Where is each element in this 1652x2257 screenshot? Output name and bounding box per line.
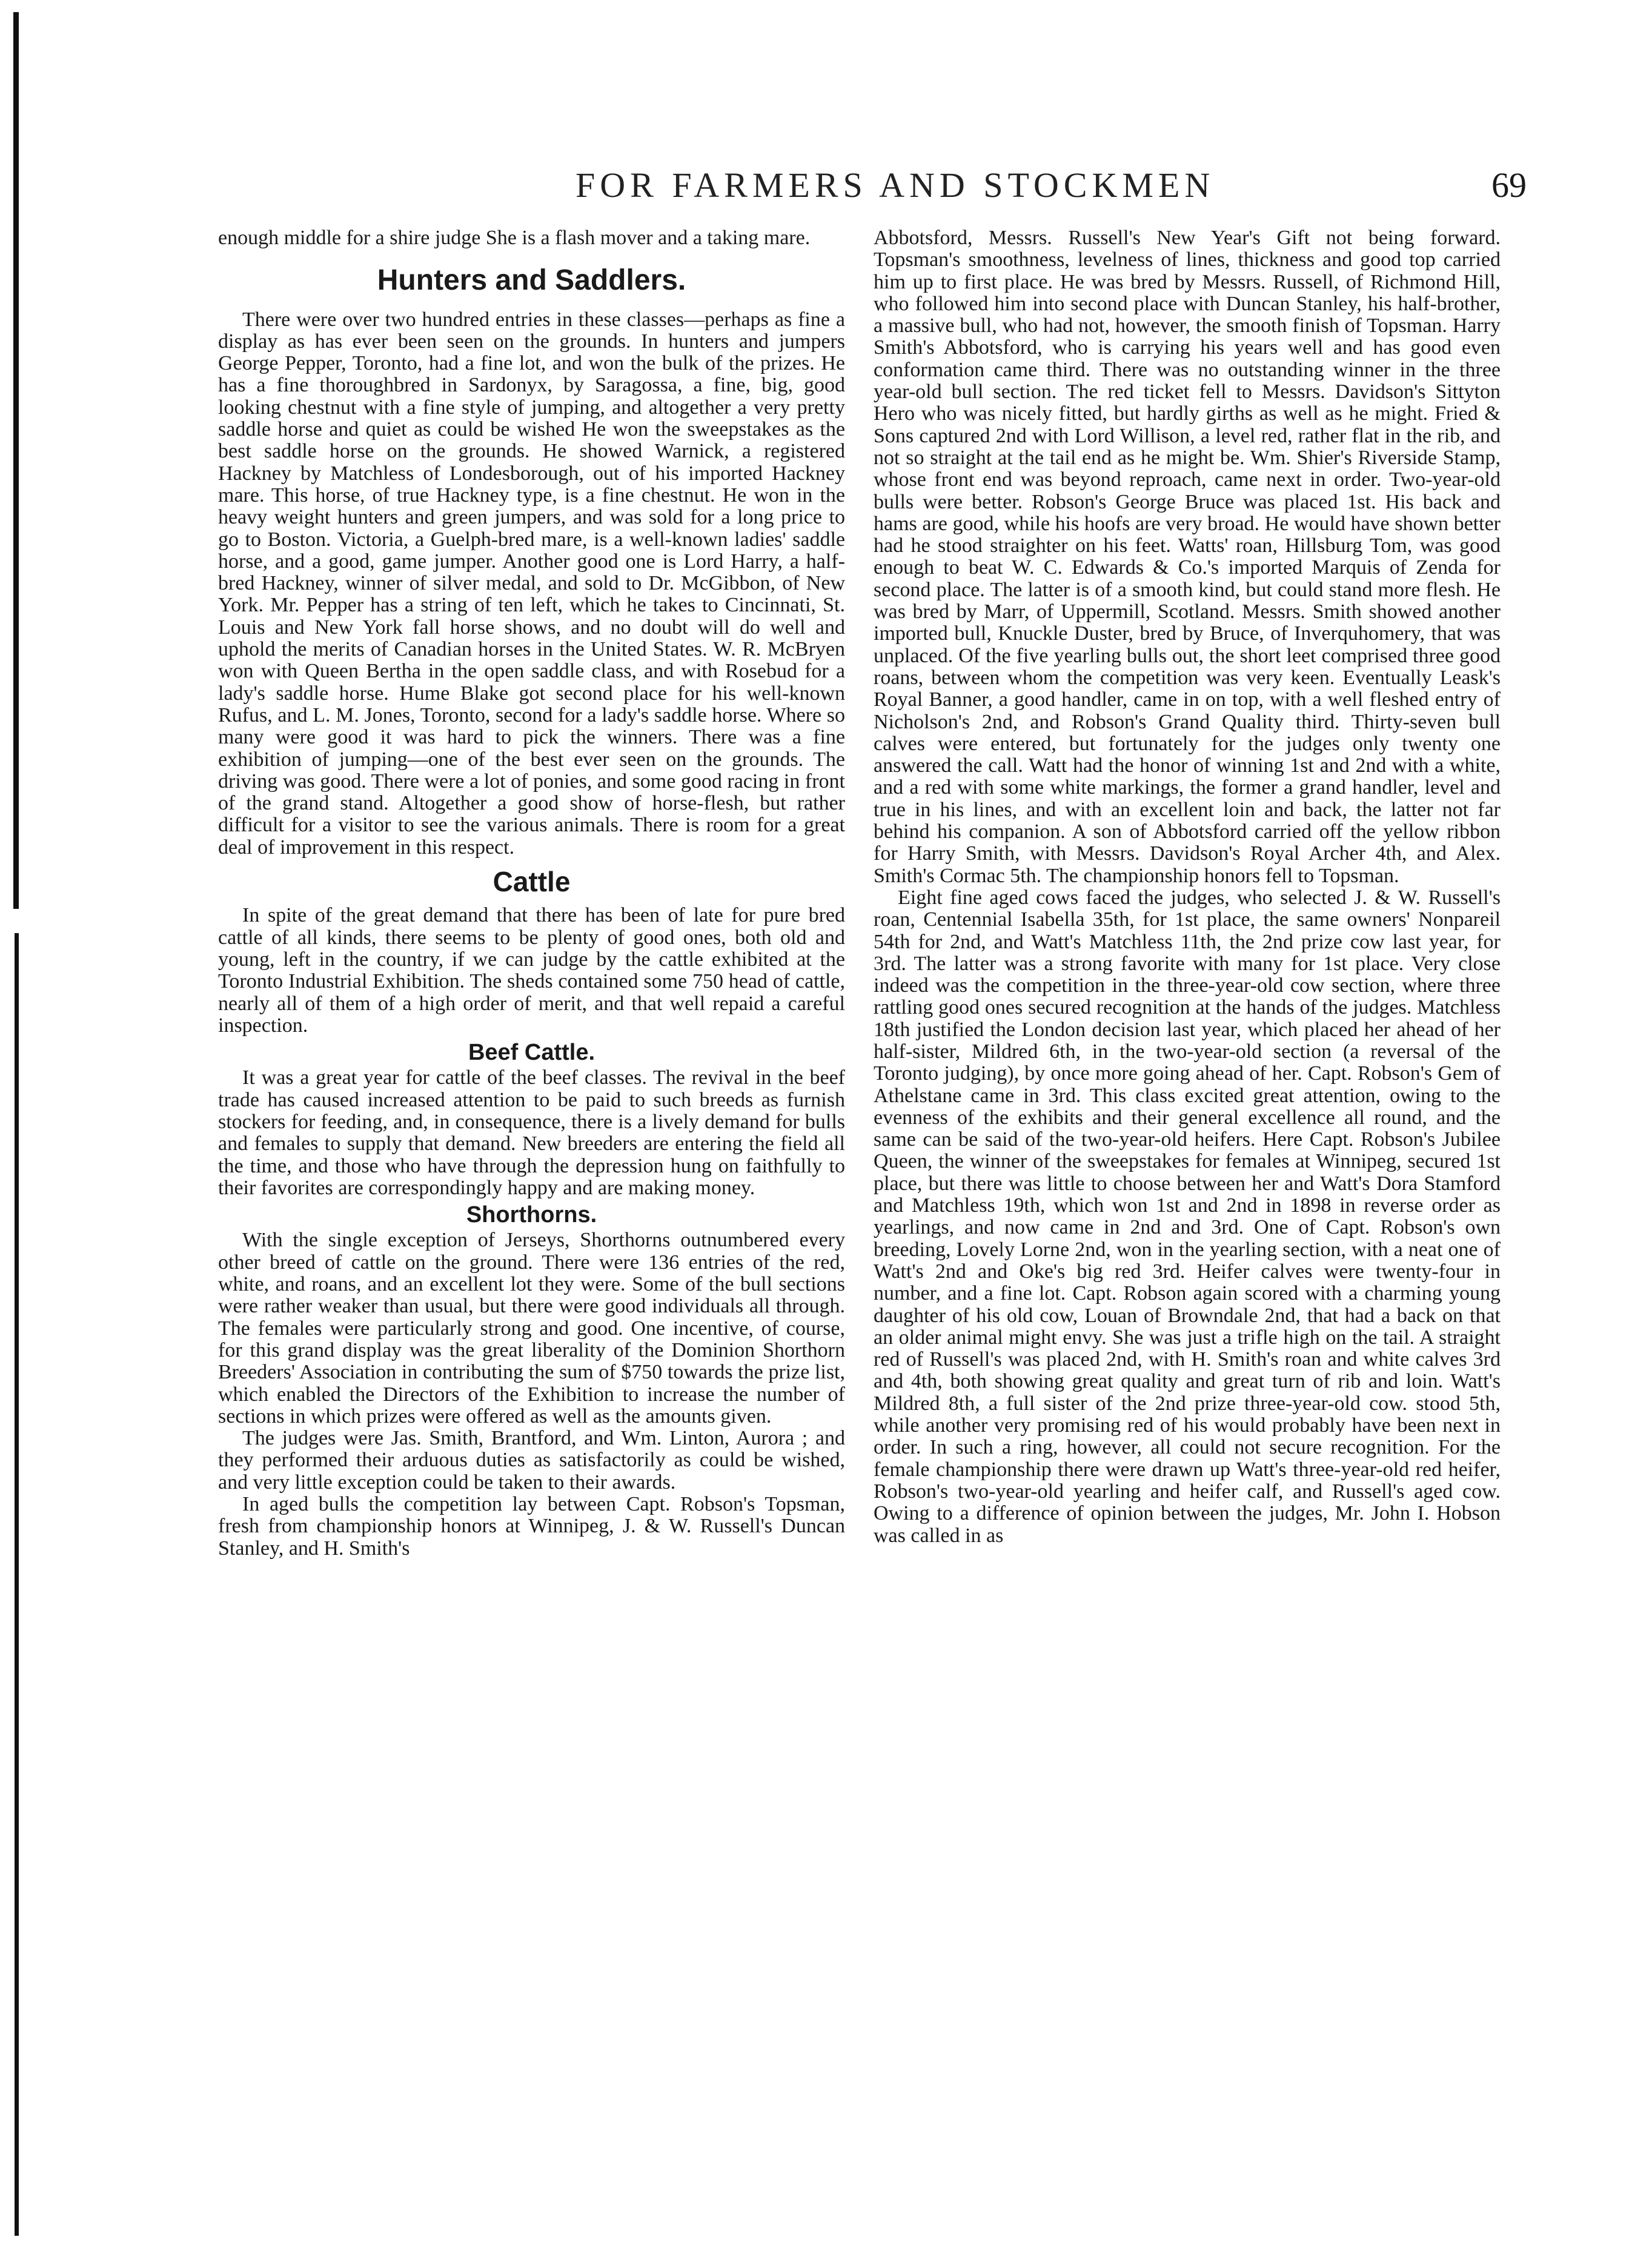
scan-edge-line-lower <box>15 933 19 2236</box>
shorthorns-paragraph-3: In aged bulls the competition lay between Capt. Robson's Topsman, fresh from championship honors at Winnipeg, J. & W. Russell's Duncan Stanley, and H. Smith's <box>218 1493 845 1560</box>
shorthorns-heading: Shorthorns. <box>466 1202 597 1228</box>
left-column <box>218 227 845 1560</box>
hunters-heading: Hunters and Saddlers. <box>377 264 686 297</box>
intro-paragraph: enough middle for a shire judge She is a flash mover and a taking mare. <box>218 227 811 249</box>
aged-bulls-paragraph: Abbotsford, Messrs. Russell's New Year's Gift not being forward. Topsman's smoothness, levelness of lines, thickness and good top carried him up to first place. He was bred by Messrs. Russell, of Richmond Hill, who followed him into second place with Duncan Stanley, his half-brother, a massive bull, who had not, however, the smooth finish of Topsman. Harry Smith's Abbotsford, who is carrying his years well and has good even conformation came third. There was no outstanding winner in the three year-old bull section. The red ticket fell to Messrs. Davidson's Sittyton Hero who was nicely fitted, but hardly girths as well as he might. Fried & Sons captured 2nd with Lord Willison, a level red, rather flat in the rib, and not so straight at the tail end as he might be. Wm. Shier's Riverside Stamp, whose front end was beyond reproach, came next in order. Two-year-old bulls were better. Robson's George Bruce was placed 1st. His back and hams are good, while his hoofs are very broad. He would have shown better had he stood straighter on his feet. Watts' roan, Hillsburg Tom, was good enough to beat W. C. Edwards & Co.'s imported Marquis of Zenda for second place. The latter is of a smooth kind, but could stand more flesh. He was bred by Marr, of Uppermill, Scotland. Messrs. Smith showed another imported bull, Knuckle Duster, bred by Bruce, of Inverquhomery, that was unplaced. Of the five yearling bulls out, the short leet comprised three good roans, between whom the competition was very keen. Eventually Leask's Royal Banner, a good handler, came in on top, with a well fleshed entry of Nicholson's 2nd, and Robson's Grand Quality third. Thirty-seven bull calves were entered, but fortunately for the judges only twenty one answered the call. Watt had the honor of winning 1st and 2nd with a white, and a red with some white markings, the former a grand handler, level and true in his lines, and with an excellent loin and back, the latter not far behind his companion. A son of Abbotsford carried off the yellow ribbon for Harry Smith, with Messrs. Davidson's Royal Archer 4th, and Alex. Smith's Cormac 5th. The championship honors fell to Topsman. <box>874 227 1501 887</box>
cattle-heading: Cattle <box>493 866 571 898</box>
shorthorns-paragraph-1: With the single exception of Jerseys, Shorthorns outnumbered every other breed of cattle on the ground. There were 136 entries of the red, white, and roans, and an excellent lot they were. Some of the bull sections were rather weaker than usual, but there were good individuals all through. The females were particularly strong and good. One incentive, of course, for this grand display was the great liberality of the Dominion Shorthorn Breeders' Association in contributing the sum of $750 towards the prize list, which enabled the Directors of the Exhibition to increase the number of sections in which prizes were offered as well as the amounts given. <box>218 1229 845 1428</box>
beef-cattle-heading: Beef Cattle. <box>468 1040 595 1066</box>
scan-edge-line <box>13 12 19 909</box>
hunters-paragraph: There were over two hundred entries in these classes—perhaps as fine a display as has ever been seen on the grounds. In hunters and jumpers George Pepper, Toronto, had a fine lot, and won the bulk of the prizes. He has a fine thoroughbred in Sardonyx, by Saragossa, a fine, big, good looking chestnut with a fine style of jumping, and altogether a very pretty saddle horse and quiet as could be wished He won the sweepstakes as the best saddle horse on the grounds. He showed Warnick, a registered Hackney by Matchless of Londesborough, out of his imported Hackney mare. This horse, of true Hackney type, is a fine chestnut. He won in the heavy weight hunters and green jumpers, and was sold for a long price to go to Boston. Victoria, a Guelph-bred mare, is a well-known ladies' saddle horse, and a good, game jumper. Another good one is Lord Harry, a half-bred Hackney, winner of silver medal, and sold to Dr. McGibbon, of New York. Mr. Pepper has a string of ten left, which he takes to Cincinnati, St. Louis and New York fall horse shows, and no doubt will do well and uphold the merits of Canadian horses in the United States. W. R. McBryen won with Queen Bertha in the open saddle class, and with Rosebud for a lady's saddle horse. Hume Blake got second place for his well-known Rufus, and L. M. Jones, Toronto, second for a lady's saddle horse. Where so many were good it was hard to pick the winners. There was a fine exhibition of jumping—one of the best ever seen on the grounds. The driving was good. There were a lot of ponies, and some good racing in front of the grand stand. Altogether a good show of horse-flesh, but rather difficult for a visitor to see the various animals. There is room for a great deal of improvement in this respect. <box>218 308 845 859</box>
page-header <box>218 165 1551 213</box>
aged-cows-paragraph: Eight fine aged cows faced the judges, who selected J. & W. Russell's roan, Centennial Isabella 35th, for 1st place, the same owners' Nonpareil 54th for 2nd, and Watt's Matchless 11th, the 2nd prize cow last year, for 3rd. The latter was a strong favorite with many for 1st place. Very close indeed was the competition in the three-year-old cow section, where three rattling good ones secured recognition at the hands of the judges. Matchless 18th justified the London decision last year, which placed her ahead of her half-sister, Mildred 6th, in the two-year-old section (a reversal of the Toronto judging), by once more going ahead of her. Capt. Robson's Gem of Athelstane came in 3rd. This class excited great attention, owing to the evenness of the exhibits and their general excellence all round, and the same can be said of the two-year-old heifers. Here Capt. Robson's Jubilee Queen, the winner of the sweepstakes for females at Winnipeg, secured 1st place, but there was little to choose between her and Watt's Dora Stamford and Matchless 19th, which won 1st and 2nd in 1898 in reverse order as yearlings, and now came in 2nd and 3rd. One of Capt. Robson's own breeding, Lovely Lorne 2nd, won in the yearling section, with a neat one of Watt's 2nd and Oke's big red 3rd. Heifer calves were twenty-four in number, and a fine lot. Capt. Robson again scored with a charming young daughter of his old cow, Louan of Browndale 2nd, that had a back on that an older animal might envy. She was just a trifle high on the tail. A straight red of Russell's was placed 2nd, with H. Smith's roan and white calves 3rd and 4th, both showing great quality and great turn of rib and loin. Watt's Mildred 8th, a full sister of the 2nd prize three-year-old cow. stood 5th, while another very promising red of his would probably have been next in order. In such a ring, however, all could not secure recognition. For the female championship there were drawn up Watt's three-year-old red heifer, Robson's two-year-old yearling and heifer calf, and Russell's aged cow. Owing to a difference of opinion between the judges, Mr. John I. Hobson was called in as <box>874 886 1501 1547</box>
cattle-paragraph: In spite of the great demand that there has been of late for pure bred cattle of all kinds, there seems to be plenty of good ones, both old and young, left in the country, if we can judge by the cattle exhibited at the Toronto Industrial Exhibition. The sheds contained some 750 head of cattle, nearly all of them of a high order of merit, and that well repaid a careful inspection. <box>218 904 845 1037</box>
beef-cattle-paragraph: It was a great year for cattle of the beef classes. The revival in the beef trade has caused increased attention to be paid to such breeds as furnish stockers for feeding, and, in consequence, there is a lively demand for bulls and females to supply that demand. New breeders are entering the field all the time, and those who have through the depression hung on faithfully to their favorites are correspondingly happy and are making money. <box>218 1066 845 1199</box>
page-number: 69 <box>1491 165 1527 205</box>
right-column <box>874 227 1501 1547</box>
running-head: FOR FARMERS AND STOCKMEN <box>576 165 1215 205</box>
shorthorns-paragraph-2: The judges were Jas. Smith, Brantford, and Wm. Linton, Aurora ; and they performed their arduous duties as satisfactorily as could be wished, and very little exception could be taken to their awards. <box>218 1427 845 1494</box>
